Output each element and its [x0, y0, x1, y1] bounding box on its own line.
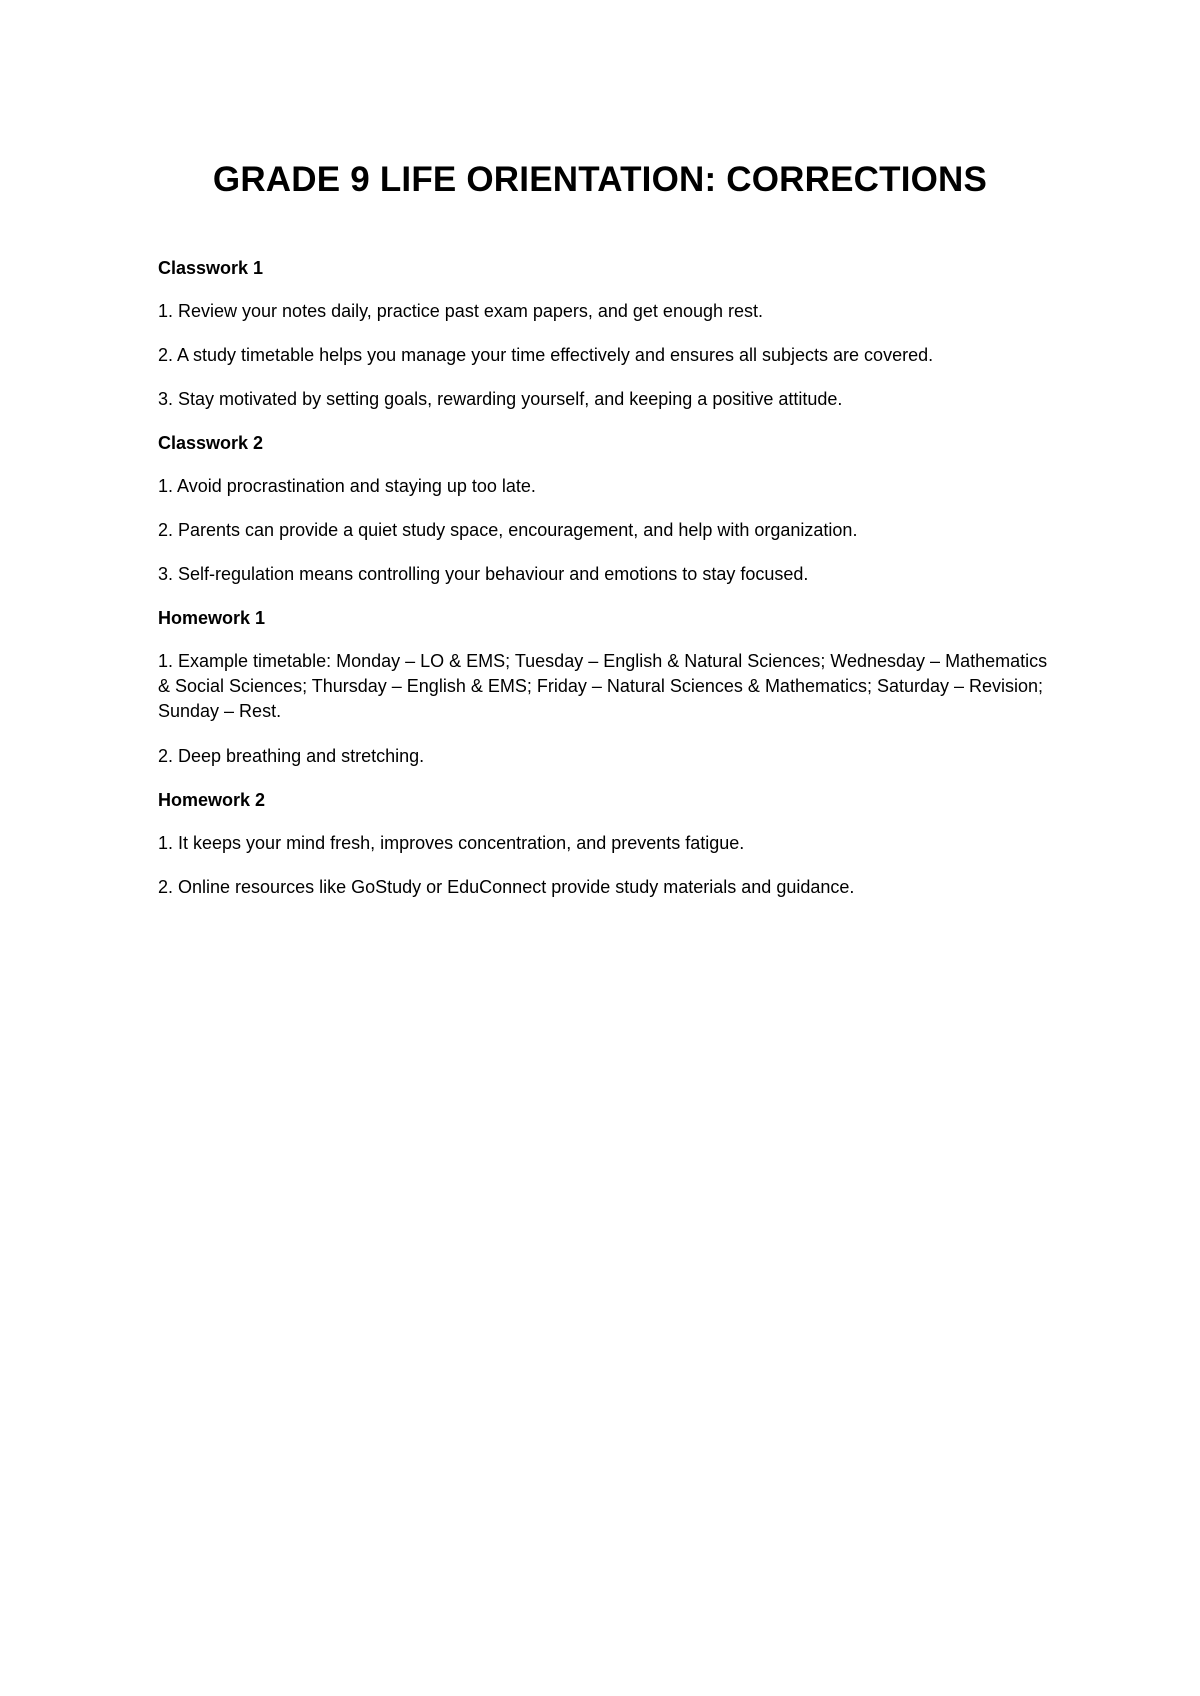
- section-classwork-2: [158, 431, 1058, 586]
- list-item: 1. Review your notes daily, practice past exam papers, and get enough rest.: [158, 301, 764, 321]
- list-item: 2. A study timetable helps you manage your time effectively and ensures all subjects are covered.: [158, 345, 934, 365]
- page-title: GRADE 9 LIFE ORIENTATION: CORRECTIONS: [212, 160, 988, 199]
- section-homework-2: [158, 788, 1058, 899]
- section-heading: Homework 1: [158, 608, 266, 628]
- list-item: 3. Stay motivated by setting goals, rewarding yourself, and keeping a positive attitude.: [158, 389, 843, 409]
- list-item: 1. Example timetable: Monday – LO & EMS; Tuesday – English & Natural Sciences; Wednesday – Mathematics & Social Sciences; Thursday – English & EMS; Friday – Natural Sciences & Mathematics; Saturday – Revision; Sunday – Rest.: [158, 651, 1048, 721]
- list-item: 2. Online resources like GoStudy or EduConnect provide study materials and guidance.: [158, 877, 855, 897]
- list-item: 2. Parents can provide a quiet study space, encouragement, and help with organization.: [158, 520, 858, 540]
- section-heading: Classwork 2: [158, 433, 264, 453]
- list-item: 3. Self-regulation means controlling your behaviour and emotions to stay focused.: [158, 564, 809, 584]
- list-item: 1. It keeps your mind fresh, improves concentration, and prevents fatigue.: [158, 833, 745, 853]
- section-heading: Homework 2: [158, 790, 266, 810]
- list-item: 2. Deep breathing and stretching.: [158, 746, 425, 766]
- section-classwork-1: [158, 256, 1058, 411]
- document-body: [158, 256, 1058, 919]
- list-item: 1. Avoid procrastination and staying up too late.: [158, 476, 536, 496]
- section-heading: Classwork 1: [158, 258, 264, 278]
- section-homework-1: [158, 606, 1058, 768]
